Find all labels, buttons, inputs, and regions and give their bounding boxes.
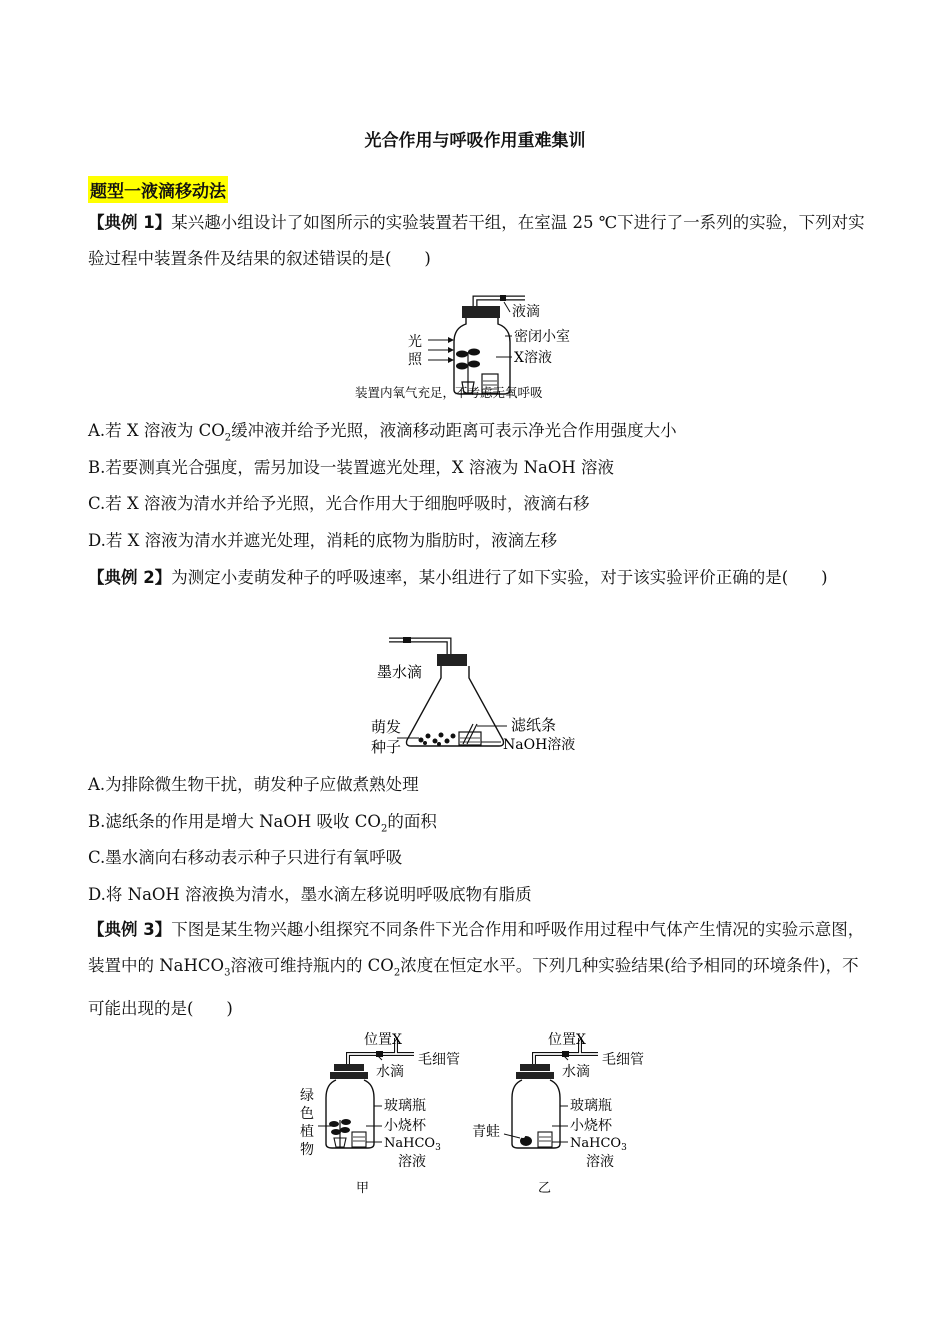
- label-position-x: 位置X: [364, 1032, 402, 1048]
- arrow-head: [448, 357, 454, 363]
- label-plant-3: 植: [300, 1124, 314, 1140]
- nahco3-text: NaHCO: [570, 1136, 622, 1151]
- caption-jia: 甲: [356, 1181, 370, 1196]
- subscript: 2: [393, 967, 401, 979]
- label-naoh: NaOH溶液: [503, 737, 576, 753]
- question-3-text-mid: 溶液可维持瓶内的 CO: [230, 956, 394, 975]
- label-seed-1: 萌发: [371, 718, 402, 736]
- question-2-option-a: A.为排除微生物干扰，萌发种子应做煮熟处理: [88, 775, 419, 794]
- stopper-top: [334, 1064, 364, 1071]
- stopper-bottom: [330, 1072, 368, 1079]
- stopper-top: [520, 1064, 550, 1071]
- subscript: 2: [380, 823, 388, 835]
- label-drop: 液滴: [512, 304, 540, 320]
- tube-outline: [389, 640, 449, 654]
- question-3-tag: 【典例 3】: [88, 920, 172, 939]
- question-1-option-d: D.若 X 溶液为清水并遮光处理，消耗的底物为脂肪时，液滴左移: [88, 531, 558, 550]
- seed: [437, 742, 441, 746]
- liquid-drop-mark: [500, 295, 506, 301]
- option-b-text: B.滤纸条的作用是增大 NaOH 吸收 CO: [88, 812, 381, 831]
- question-2-option-b: [88, 810, 437, 841]
- small-beaker: [352, 1132, 366, 1147]
- label-x-solution: X溶液: [514, 350, 552, 366]
- label-ink-drop: 墨水滴: [377, 663, 423, 681]
- plant-leaf: [341, 1119, 351, 1125]
- arrow-head: [448, 337, 454, 343]
- label-water-drop: 水滴: [376, 1064, 404, 1080]
- label-position-x: 位置X: [548, 1032, 586, 1048]
- apparatus-yi: [472, 1032, 644, 1196]
- label-light-1: 光: [408, 334, 422, 350]
- label-capillary: 毛细管: [418, 1052, 460, 1068]
- question-1-stem: [88, 205, 866, 277]
- question-3-text: 下图是某生物兴趣小组探究不同条件下光合作用和呼吸作用过程中气体产生情况的实验示意图，装置中的 NaHCO: [88, 920, 865, 975]
- label-solution: 溶液: [398, 1154, 426, 1170]
- label-beaker: 小烧杯: [384, 1118, 426, 1134]
- nahco3-subscript: 3: [435, 1143, 441, 1153]
- frog-eye: [521, 1134, 525, 1138]
- label-plant-2: 色: [300, 1106, 314, 1122]
- figure-3: [290, 1026, 670, 1201]
- plant-leaf: [331, 1129, 341, 1135]
- label-plant-4: 物: [300, 1142, 314, 1158]
- question-2-text: 为测定小麦萌发种子的呼吸速率，某小组进行了如下实验，对于该实验评价正确的是( ): [171, 568, 828, 587]
- water-drop-mark: [562, 1051, 569, 1057]
- label-room: 密闭小室: [514, 329, 570, 345]
- plant-leaf: [468, 361, 480, 368]
- seed: [419, 738, 424, 743]
- question-1-text: 某兴趣小组设计了如图所示的实验装置若干组，在室温 25 ℃下进行了一系列的实验，下列对实验过程中装置条件及结果的叙述错误的是( ): [88, 213, 865, 268]
- seed: [433, 739, 438, 744]
- question-2-option-c: C.墨水滴向右移动表示种子只进行有氧呼吸: [88, 848, 403, 867]
- seed: [426, 734, 431, 739]
- glass-bottle: [326, 1080, 374, 1148]
- label-nahco3: [384, 1136, 441, 1153]
- label-glass-bottle: 玻璃瓶: [384, 1098, 426, 1114]
- ink-drop-mark: [403, 637, 411, 643]
- plant-leaf: [456, 351, 468, 358]
- question-3-text-end: 浓度在恒定水平。下列几种实验结果(给予相同的环境条件)，不可能出现的是( ): [88, 956, 859, 1019]
- question-1-option-b: B.若要测真光合强度，需另加设一装置遮光处理，X 溶液为 NaOH 溶液: [88, 458, 615, 477]
- label-filter-paper: 滤纸条: [511, 716, 557, 734]
- question-2-option-d: D.将 NaOH 溶液换为清水，墨水滴左移说明呼吸底物有脂质: [88, 885, 532, 904]
- subscript: 2: [224, 432, 232, 444]
- nahco3-subscript: 3: [621, 1143, 627, 1153]
- figure-2: [365, 632, 590, 760]
- question-1-tag: 【典例 1】: [88, 213, 172, 232]
- label-light-2: 照: [408, 352, 422, 368]
- option-b-text-cont: 的面积: [387, 812, 437, 831]
- question-3-stem: [88, 912, 866, 1027]
- label-seed-2: 种子: [371, 738, 402, 756]
- seed: [423, 741, 427, 745]
- option-a-text-cont: 缓冲液并给予光照，液滴移动距离可表示净光合作用强度大小: [231, 421, 677, 440]
- stopper-bottom: [516, 1072, 554, 1079]
- label-frog: 青蛙: [472, 1124, 500, 1140]
- water-drop-mark: [376, 1051, 383, 1057]
- label-glass-bottle: 玻璃瓶: [570, 1098, 612, 1114]
- seed: [439, 733, 444, 738]
- label-plant-1: 绿: [300, 1088, 314, 1104]
- seed: [451, 734, 456, 739]
- subscript: 3: [224, 967, 231, 979]
- page-title: 光合作用与呼吸作用重难集训: [364, 131, 586, 151]
- option-a-text: A.若 X 溶液为 CO: [88, 421, 225, 440]
- section-heading: 题型一液滴移动法: [88, 176, 228, 203]
- question-2-tag: 【典例 2】: [88, 568, 172, 587]
- question-1-option-c: C.若 X 溶液为清水并给予光照，光合作用大于细胞呼吸时，液滴右移: [88, 494, 590, 513]
- nahco3-text: NaHCO: [384, 1136, 436, 1151]
- small-beaker: [538, 1132, 552, 1147]
- leader-line: [504, 302, 510, 312]
- label-beaker: 小烧杯: [570, 1118, 612, 1134]
- label-water-drop: 水滴: [562, 1064, 590, 1080]
- arrow-head: [448, 347, 454, 353]
- question-1-option-a: [88, 419, 677, 450]
- stopper: [462, 306, 500, 318]
- stopper: [437, 654, 467, 666]
- plant-leaf: [468, 349, 480, 356]
- label-nahco3: [570, 1136, 627, 1153]
- caption-yi: 乙: [538, 1181, 552, 1196]
- figure-1: [350, 290, 610, 405]
- seed: [445, 739, 450, 744]
- apparatus-jia: [300, 1032, 460, 1196]
- question-2-stem: [88, 560, 866, 596]
- label-capillary: 毛细管: [602, 1052, 644, 1068]
- label-solution: 溶液: [586, 1154, 614, 1170]
- plant-leaf: [340, 1127, 350, 1133]
- plant-leaf: [456, 363, 468, 370]
- figure-1-caption: 装置内氧气充足，不考虑无氧呼吸: [355, 385, 543, 400]
